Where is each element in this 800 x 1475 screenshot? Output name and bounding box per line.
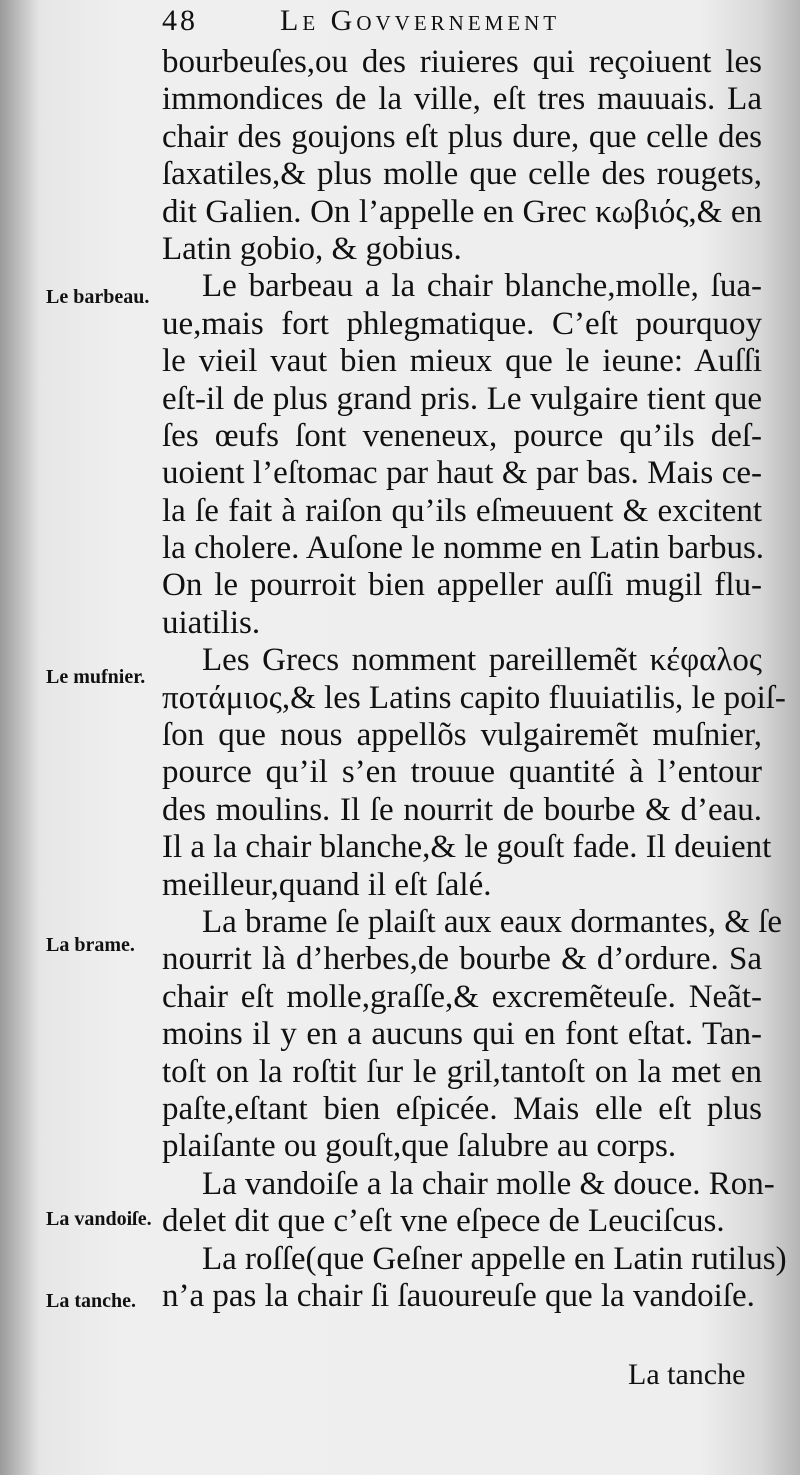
text-line: ποτάμιος,& les Latins capito fluuiatilis, le poiſ- — [162, 679, 786, 716]
text-line: uiatilis. — [162, 604, 261, 641]
text-line: toſt on la roſtit ſur le gril,tantoſt on la met en — [162, 1053, 762, 1090]
text-line: chair des goujons eſt plus dure, que celle des — [162, 118, 762, 155]
text-line: ſon que nous appellõs vulgairemẽt muſnier, — [162, 717, 762, 754]
margin-note-musnier: Le mufnier. — [46, 666, 146, 688]
running-title: Le Govvernement — [280, 4, 561, 37]
text-line: ſaxatiles,& plus molle que celle des rougets, — [162, 156, 762, 193]
margin-note-brame: La brame. — [46, 934, 135, 956]
catchword: La tanche — [628, 1358, 746, 1391]
text-line: ſes œufs ſont veneneux, pource qu’ils deſ- — [162, 417, 762, 454]
text-line: Latin gobio, & gobius. — [162, 230, 462, 267]
text-line: Il a la chair blanche,& le gouſt fade. Il deuient — [162, 829, 772, 866]
text-line: la ſe fait à raiſon qu’ils eſmeuuent & excitent — [162, 492, 762, 529]
text-line: le vieil vaut bien mieux que le ieune: Auſſi — [162, 343, 762, 380]
text-line: bourbeuſes,ou des riuieres qui reçoiuent les — [162, 44, 762, 80]
body-text — [162, 44, 787, 1315]
margin-note-barbeau: Le barbeau. — [46, 286, 150, 308]
text-line: la cholere. Auſone le nomme en Latin barbus. — [162, 530, 765, 567]
text-line: Le barbeau a la chair blanche,molle, ſua- — [202, 268, 762, 305]
text-line: n’a pas la chair ſi ſauoureuſe que la vandoiſe. — [162, 1277, 755, 1314]
text-line: Les Grecs nomment pareillemẽt κέφαλος — [202, 642, 762, 679]
text-line: La roſſe(que Geſner appelle en Latin rutilus) — [202, 1240, 787, 1277]
text-line: paſte,eſtant bien eſpicée. Mais elle eſt plus — [162, 1090, 762, 1127]
text-line: plaiſante ou gouſt,que ſalubre au corps. — [162, 1128, 677, 1165]
text-line: uoient l’eſtomac par haut & par bas. Mais ce- — [162, 455, 762, 492]
margin-note-tanche: La tanche. — [46, 1290, 136, 1312]
text-line: des moulins. Il ſe nourrit de bourbe & d’eau. — [162, 791, 762, 828]
text-line: eſt-il de plus grand pris. Le vulgaire tient que — [162, 380, 762, 417]
margin-note-vandoise: La vandoiſe. — [46, 1208, 152, 1230]
text-line: ue,mais fort phlegmatique. C’eſt pourquoy — [162, 305, 762, 342]
page-header — [160, 4, 630, 44]
text-line: On le pourroit bien appeller auſſi mugil flu- — [162, 567, 762, 604]
text-line: moins il y en a aucuns qui en font eſtat. Tan- — [162, 1016, 762, 1053]
text-line: La brame ſe plaiſt aux eaux dormantes, & ſe — [202, 903, 783, 940]
text-line: chair eſt molle,graſſe,& excremẽteuſe. Neãt- — [162, 978, 762, 1015]
text-line: La vandoiſe a la chair molle & douce. Ron- — [202, 1165, 775, 1202]
page-number: 48 — [162, 4, 198, 37]
text-line: immondices de la ville, eſt tres mauuais. La — [162, 81, 762, 118]
text-line: dit Galien. On l’appelle en Grec κωβιός,& en — [162, 193, 762, 230]
text-line: nourrit là d’herbes,de bourbe & d’ordure. Sa — [162, 941, 762, 978]
text-line: delet dit que c’eſt vne eſpece de Leuciſcus. — [162, 1203, 725, 1240]
text-line: meilleur,quand il eſt ſalé. — [162, 866, 492, 903]
text-line: pource qu’il s’en trouue quantité à l’entour — [162, 754, 762, 791]
